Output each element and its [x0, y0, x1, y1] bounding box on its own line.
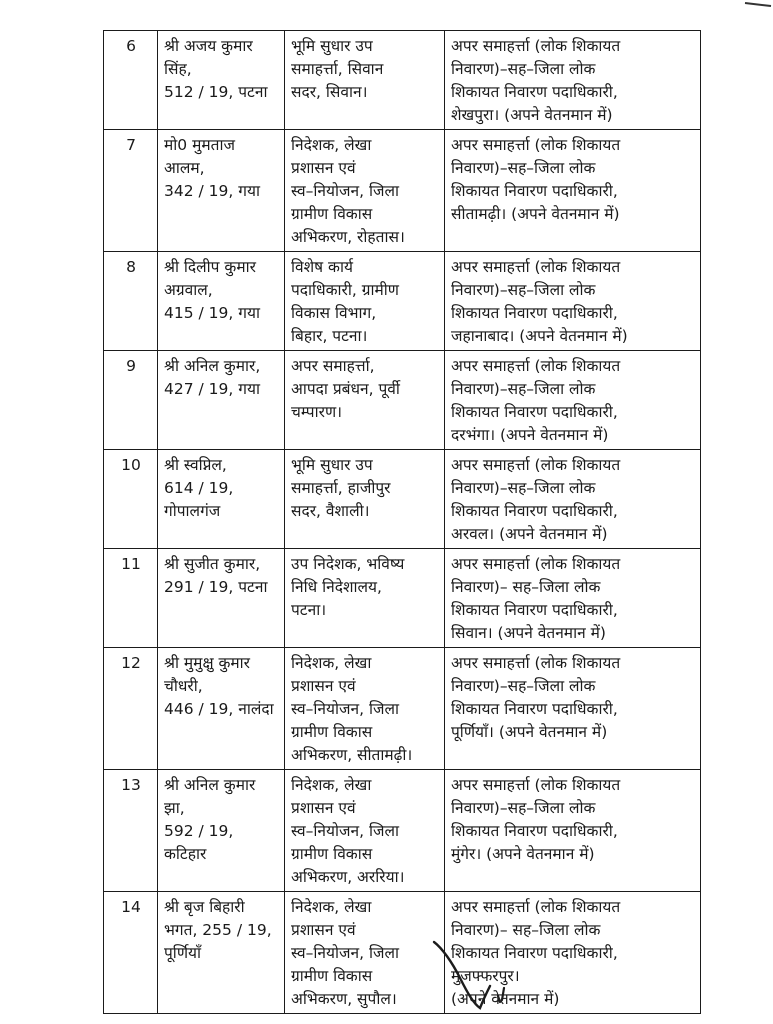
current-posting: उप निदेशक, भविष्य निधि निदेशालय, पटना।: [285, 549, 445, 648]
officer-name: श्री अजय कुमार सिंह, 512 / 19, पटना: [158, 31, 285, 130]
officer-name: श्री सुजीत कुमार, 291 / 19, पटना: [158, 549, 285, 648]
transfer-table: [103, 30, 701, 1014]
new-posting: अपर समाहर्त्ता (लोक शिकायत निवारण)–सह–जिला लोक शिकायत निवारण पदाधिकारी, जहानाबाद। (अपने वेतनमान में): [445, 252, 701, 351]
new-posting: अपर समाहर्त्ता (लोक शिकायत निवारण)–सह–जिला लोक शिकायत निवारण पदाधिकारी, सीतामढ़ी। (अपने वेतनमान में): [445, 130, 701, 252]
row-serial-number: 10: [104, 450, 158, 549]
row-serial-number: 9: [104, 351, 158, 450]
table-row: [104, 770, 701, 892]
current-posting: विशेष कार्य पदाधिकारी, ग्रामीण विकास विभाग, बिहार, पटना।: [285, 252, 445, 351]
current-posting: निदेशक, लेखा प्रशासन एवं स्व–नियोजन, जिला ग्रामीण विकास अभिकरण, सीतामढ़ी।: [285, 648, 445, 770]
current-posting: भूमि सुधार उप समाहर्त्ता, सिवान सदर, सिवान।: [285, 31, 445, 130]
row-serial-number: 6: [104, 31, 158, 130]
table-row: [104, 31, 701, 130]
new-posting: अपर समाहर्त्ता (लोक शिकायत निवारण)–सह–जिला लोक शिकायत निवारण पदाधिकारी, दरभंगा। (अपने वेतनमान में): [445, 351, 701, 450]
officer-name: श्री अनिल कुमार झा, 592 / 19, कटिहार: [158, 770, 285, 892]
officer-name: श्री मुमुक्षु कुमार चौधरी, 446 / 19, नालंदा: [158, 648, 285, 770]
new-posting: अपर समाहर्त्ता (लोक शिकायत निवारण)–सह–जिला लोक शिकायत निवारण पदाधिकारी, शेखपुरा। (अपने वेतनमान में): [445, 31, 701, 130]
row-serial-number: 14: [104, 892, 158, 1014]
table-row: [104, 351, 701, 450]
table-row: [104, 130, 701, 252]
table-row: [104, 549, 701, 648]
current-posting: निदेशक, लेखा प्रशासन एवं स्व–नियोजन, जिला ग्रामीण विकास अभिकरण, अररिया।: [285, 770, 445, 892]
officer-name: श्री स्वप्निल, 614 / 19, गोपालगंज: [158, 450, 285, 549]
new-posting: अपर समाहर्त्ता (लोक शिकायत निवारण)– सह–जिला लोक शिकायत निवारण पदाधिकारी, मुजफ्फरपुर। (अपने वेतनमान में): [445, 892, 701, 1014]
new-posting: अपर समाहर्त्ता (लोक शिकायत निवारण)–सह–जिला लोक शिकायत निवारण पदाधिकारी, अरवल। (अपने वेतनमान में): [445, 450, 701, 549]
officer-name: श्री दिलीप कुमार अग्रवाल, 415 / 19, गया: [158, 252, 285, 351]
row-serial-number: 13: [104, 770, 158, 892]
current-posting: भूमि सुधार उप समाहर्त्ता, हाजीपुर सदर, वैशाली।: [285, 450, 445, 549]
current-posting: निदेशक, लेखा प्रशासन एवं स्व–नियोजन, जिला ग्रामीण विकास अभिकरण, रोहतास।: [285, 130, 445, 252]
officer-name: श्री बृज बिहारी भगत, 255 / 19, पूर्णियाँ: [158, 892, 285, 1014]
page-corner-mark: [743, 0, 773, 20]
transfer-table-body: [104, 31, 701, 1014]
row-serial-number: 11: [104, 549, 158, 648]
new-posting: अपर समाहर्त्ता (लोक शिकायत निवारण)–सह–जिला लोक शिकायत निवारण पदाधिकारी, पूर्णियाँ। (अपने वेतनमान में): [445, 648, 701, 770]
officer-name: मो0 मुमताज आलम, 342 / 19, गया: [158, 130, 285, 252]
new-posting: अपर समाहर्त्ता (लोक शिकायत निवारण)– सह–जिला लोक शिकायत निवारण पदाधिकारी, सिवान। (अपने वेतनमान में): [445, 549, 701, 648]
current-posting: अपर समाहर्त्ता, आपदा प्रबंधन, पूर्वी चम्पारण।: [285, 351, 445, 450]
table-row: [104, 450, 701, 549]
table-row: [104, 648, 701, 770]
row-serial-number: 8: [104, 252, 158, 351]
current-posting: निदेशक, लेखा प्रशासन एवं स्व–नियोजन, जिला ग्रामीण विकास अभिकरण, सुपौल।: [285, 892, 445, 1014]
table-row: [104, 892, 701, 1014]
officer-name: श्री अनिल कुमार, 427 / 19, गया: [158, 351, 285, 450]
row-serial-number: 7: [104, 130, 158, 252]
new-posting: अपर समाहर्त्ता (लोक शिकायत निवारण)–सह–जिला लोक शिकायत निवारण पदाधिकारी, मुंगेर। (अपने वेतनमान में): [445, 770, 701, 892]
table-row: [104, 252, 701, 351]
row-serial-number: 12: [104, 648, 158, 770]
handwritten-signature: [428, 938, 518, 1018]
